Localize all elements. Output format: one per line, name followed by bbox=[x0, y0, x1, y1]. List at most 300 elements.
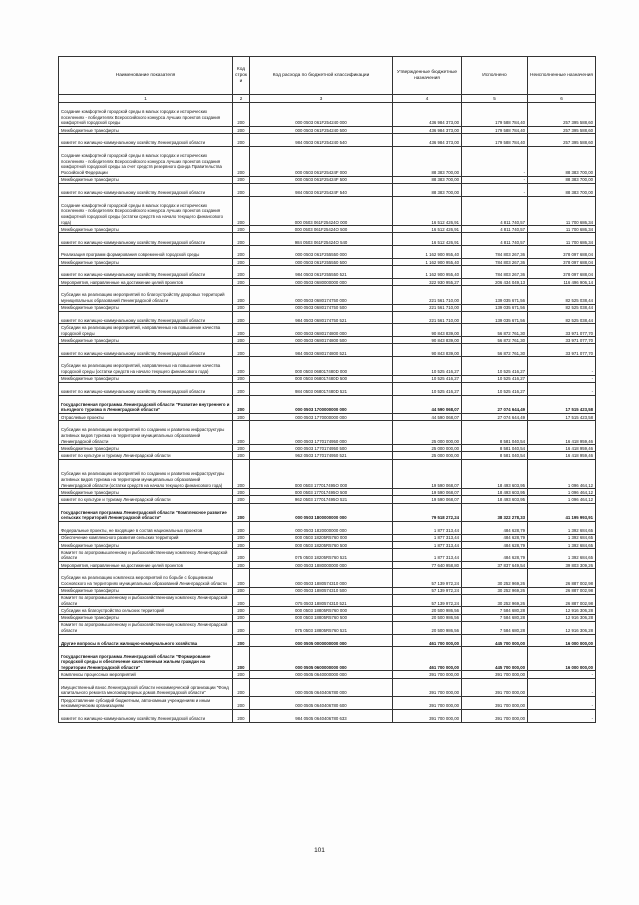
row-approved-amount: 1 877 313,44 bbox=[393, 549, 462, 562]
row-executed-amount: 484 628,79 bbox=[462, 549, 528, 562]
row-line-code: 200 bbox=[233, 286, 250, 304]
row-approved-amount: 391 700 000,00 bbox=[393, 709, 462, 722]
table-row bbox=[59, 286, 596, 304]
row-unexecuted-amount: - bbox=[528, 671, 596, 678]
table-row bbox=[59, 344, 596, 357]
row-indicator-name: Межбюджетные трансферты bbox=[59, 258, 233, 265]
row-line-code: 200 bbox=[233, 549, 250, 562]
row-approved-amount: 10 525 416,27 bbox=[393, 357, 462, 375]
row-classification-code: 000 0505 0640000000 000 bbox=[250, 671, 393, 678]
row-approved-amount: 20 500 986,56 bbox=[393, 621, 462, 634]
column-number: 4 bbox=[393, 95, 462, 103]
row-executed-amount: 56 872 761,30 bbox=[462, 324, 528, 337]
row-executed-amount: 391 700 000,00 bbox=[462, 671, 528, 678]
row-approved-amount: 16 512 426,91 bbox=[393, 233, 462, 246]
row-indicator-name: Мероприятия, направленные на достижение целей проектов bbox=[59, 561, 233, 568]
row-executed-amount: 27 074 644,49 bbox=[462, 395, 528, 413]
row-executed-amount: 7 584 680,28 bbox=[462, 607, 528, 614]
row-classification-code: 984 0503 061F254240 540 bbox=[250, 134, 393, 147]
row-indicator-name: Федеральные проекты, не входящие в состав национальных проектов bbox=[59, 521, 233, 534]
row-indicator-name: Государственная программа Ленинградской области "Развитие внутреннего и въездного туризма в Ленинградской области" bbox=[59, 395, 233, 413]
row-classification-code: 000 0503 061F254240 000 bbox=[250, 103, 393, 127]
row-approved-amount: 88 383 700,00 bbox=[393, 176, 462, 183]
row-line-code: 200 bbox=[233, 671, 250, 678]
row-classification-code: 075 0503 18205R5760 521 bbox=[250, 549, 393, 562]
row-line-code: 200 bbox=[233, 621, 250, 634]
row-classification-code: 000 0505 0000000000 000 bbox=[250, 634, 393, 647]
row-classification-code: 984 0503 0680174750 521 bbox=[250, 311, 393, 324]
row-executed-amount: 10 525 416,27 bbox=[462, 382, 528, 395]
row-line-code: 200 bbox=[233, 134, 250, 147]
table-row bbox=[59, 521, 596, 534]
header-budget-classification-code: Код расхода по бюджетной классификации bbox=[250, 57, 393, 95]
row-approved-amount: 391 700 000,00 bbox=[393, 697, 462, 710]
row-unexecuted-amount: 26 887 002,98 bbox=[528, 569, 596, 587]
row-executed-amount: 7 584 680,28 bbox=[462, 614, 528, 621]
row-approved-amount: 1 162 900 955,40 bbox=[393, 266, 462, 279]
row-executed-amount: 18 493 603,95 bbox=[462, 496, 528, 503]
table-row bbox=[59, 621, 596, 634]
row-classification-code: 000 0503 1700000000 000 bbox=[250, 395, 393, 413]
row-executed-amount: - bbox=[462, 146, 528, 176]
row-approved-amount: 221 561 710,00 bbox=[393, 286, 462, 304]
table-row bbox=[59, 569, 596, 587]
row-executed-amount: 30 252 969,26 bbox=[462, 587, 528, 594]
header-unexecuted-appropriations: Неисполненные назначения bbox=[528, 57, 596, 95]
row-classification-code: 000 0503 1820000000 000 bbox=[250, 521, 393, 534]
row-approved-amount: 436 984 373,00 bbox=[393, 103, 462, 127]
row-executed-amount: 10 525 416,27 bbox=[462, 357, 528, 375]
row-unexecuted-amount: 39 803 309,26 bbox=[528, 561, 596, 568]
row-line-code: 200 bbox=[233, 452, 250, 459]
column-number-row bbox=[59, 95, 596, 103]
row-classification-code: 984 0503 0680174800 521 bbox=[250, 344, 393, 357]
row-indicator-name: Субсидии на реализацию мероприятий по благоустройству дворовых территорий муниципальных образований Ленинградской области bbox=[59, 286, 233, 304]
row-line-code: 200 bbox=[233, 521, 250, 534]
row-executed-amount: 8 581 040,54 bbox=[462, 421, 528, 445]
row-line-code: 200 bbox=[233, 697, 250, 710]
table-row bbox=[59, 278, 596, 285]
row-indicator-name: Обеспечение комплексного развития сельских территорий bbox=[59, 534, 233, 541]
row-unexecuted-amount: 257 395 588,60 bbox=[528, 127, 596, 134]
table-row bbox=[59, 614, 596, 621]
row-unexecuted-amount: 12 916 306,28 bbox=[528, 607, 596, 614]
table-row bbox=[59, 541, 596, 548]
row-unexecuted-amount: 82 525 038,44 bbox=[528, 311, 596, 324]
row-unexecuted-amount: - bbox=[528, 357, 596, 375]
row-line-code: 200 bbox=[233, 607, 250, 614]
row-unexecuted-amount: 33 971 077,70 bbox=[528, 324, 596, 337]
row-unexecuted-amount: 1 392 684,65 bbox=[528, 541, 596, 548]
table-row bbox=[59, 421, 596, 445]
row-classification-code: 962 0503 1770174950 521 bbox=[250, 452, 393, 459]
column-number: 6 bbox=[528, 95, 596, 103]
row-indicator-name: комитет по жилищно-коммунальному хозяйству Ленинградской области bbox=[59, 311, 233, 324]
row-executed-amount: 27 074 644,49 bbox=[462, 414, 528, 421]
row-classification-code: 000 0503 1770174950 000 bbox=[250, 421, 393, 445]
row-classification-code: 000 0503 0680000000 000 bbox=[250, 278, 393, 285]
row-line-code: 200 bbox=[233, 258, 250, 265]
row-classification-code: 000 0503 18805R5760 000 bbox=[250, 607, 393, 614]
table-row bbox=[59, 337, 596, 344]
table-row bbox=[59, 534, 596, 541]
row-classification-code: 000 0503 177017495O 500 bbox=[250, 489, 393, 496]
row-indicator-name: Межбюджетные трансферты bbox=[59, 226, 233, 233]
row-indicator-name: Государственная программа Ленинградской области "Формирование городской среды и обеспечение качественным жильем граждан на территории Ленинградской области" bbox=[59, 647, 233, 671]
row-line-code: 200 bbox=[233, 496, 250, 503]
row-executed-amount: 4 811 740,57 bbox=[462, 226, 528, 233]
row-unexecuted-amount: 26 887 002,98 bbox=[528, 587, 596, 594]
row-line-code: 200 bbox=[233, 176, 250, 183]
row-unexecuted-amount: 1 392 684,65 bbox=[528, 549, 596, 562]
row-approved-amount: 1 877 313,44 bbox=[393, 534, 462, 541]
row-unexecuted-amount: 378 097 688,04 bbox=[528, 246, 596, 259]
row-approved-amount: 77 640 958,80 bbox=[393, 561, 462, 568]
table-row bbox=[59, 375, 596, 382]
row-line-code: 200 bbox=[233, 337, 250, 344]
row-indicator-name: Комитет по агропромышленному и рыбохозяйственному комплексу Ленинградской области bbox=[59, 594, 233, 607]
row-unexecuted-amount: 11 700 686,34 bbox=[528, 196, 596, 226]
row-unexecuted-amount: 82 525 038,44 bbox=[528, 304, 596, 311]
row-approved-amount: 57 139 972,24 bbox=[393, 569, 462, 587]
row-unexecuted-amount: 16 418 959,46 bbox=[528, 452, 596, 459]
row-unexecuted-amount: 16 000 000,00 bbox=[528, 647, 596, 671]
row-classification-code: 000 0503 18205R5760 000 bbox=[250, 534, 393, 541]
row-classification-code: 000 0503 061F25424O 000 bbox=[250, 196, 393, 226]
table-row bbox=[59, 103, 596, 127]
table-row bbox=[59, 607, 596, 614]
row-line-code: 200 bbox=[233, 709, 250, 722]
row-classification-code: 000 0503 061F25424F 500 bbox=[250, 176, 393, 183]
row-executed-amount: 179 588 784,40 bbox=[462, 103, 528, 127]
row-approved-amount: 461 700 000,00 bbox=[393, 634, 462, 647]
row-classification-code: 984 0503 061F255550 521 bbox=[250, 266, 393, 279]
row-indicator-name: комитет по жилищно-коммунальному хозяйству Ленинградской области bbox=[59, 266, 233, 279]
row-indicator-name: Создание комфортной городской среды в малых городах и исторических поселениях - победителях Всероссийского конкурса лучших проектов создания комфортной городской среды bbox=[59, 103, 233, 127]
row-indicator-name: Межбюджетные трансферты bbox=[59, 176, 233, 183]
row-unexecuted-amount: 11 700 686,34 bbox=[528, 233, 596, 246]
table-row bbox=[59, 594, 596, 607]
row-approved-amount: 25 000 000,00 bbox=[393, 445, 462, 452]
row-approved-amount: 322 930 955,27 bbox=[393, 278, 462, 285]
row-indicator-name: Субсидии на реализацию мероприятий, направленных на повышение качества городской среды bbox=[59, 324, 233, 337]
row-line-code: 200 bbox=[233, 357, 250, 375]
row-executed-amount: 30 252 969,26 bbox=[462, 569, 528, 587]
row-executed-amount: 391 700 000,00 bbox=[462, 697, 528, 710]
table-row bbox=[59, 709, 596, 722]
row-classification-code: 984 0503 061F25424O 540 bbox=[250, 233, 393, 246]
row-line-code: 200 bbox=[233, 146, 250, 176]
row-indicator-name: Субсидии на реализацию мероприятий по созданию и развитию инфраструктуры активных видов туризма на территории муниципальных образований Ленинградской области bbox=[59, 421, 233, 445]
row-line-code: 200 bbox=[233, 587, 250, 594]
row-approved-amount: 20 500 986,56 bbox=[393, 607, 462, 614]
row-executed-amount: 445 700 000,00 bbox=[462, 634, 528, 647]
row-approved-amount: 19 590 068,07 bbox=[393, 489, 462, 496]
row-classification-code: 000 0503 1880574310 000 bbox=[250, 569, 393, 587]
row-indicator-name: Субсидии на реализацию комплекса мероприятий по борьбе с борщевиком Сосновского на территориях муниципальных образований Ленинградской области bbox=[59, 569, 233, 587]
row-classification-code: 000 0503 068017480D 500 bbox=[250, 375, 393, 382]
table-row bbox=[59, 678, 596, 696]
row-indicator-name: Комитет по агропромышленному и рыбохозяйственному комплексу Ленинградской области bbox=[59, 621, 233, 634]
row-indicator-name: Межбюджетные трансферты bbox=[59, 375, 233, 382]
row-classification-code: 000 0503 0680174750 000 bbox=[250, 286, 393, 304]
row-approved-amount: 16 512 426,91 bbox=[393, 226, 462, 233]
row-approved-amount: 25 000 000,00 bbox=[393, 421, 462, 445]
row-indicator-name: Межбюджетные трансферты bbox=[59, 304, 233, 311]
row-approved-amount: 221 561 710,00 bbox=[393, 304, 462, 311]
row-line-code: 200 bbox=[233, 395, 250, 413]
row-indicator-name: комитет по жилищно-коммунальному хозяйству Ленинградской области bbox=[59, 134, 233, 147]
row-classification-code: 000 0503 061F25424O 500 bbox=[250, 226, 393, 233]
row-line-code: 200 bbox=[233, 246, 250, 259]
table-row bbox=[59, 496, 596, 503]
row-classification-code: 000 0503 1770174950 500 bbox=[250, 445, 393, 452]
row-line-code: 200 bbox=[233, 445, 250, 452]
row-line-code: 200 bbox=[233, 382, 250, 395]
row-approved-amount: 436 984 373,00 bbox=[393, 127, 462, 134]
row-indicator-name: Межбюджетные трансферты bbox=[59, 587, 233, 594]
page-number: 101 bbox=[314, 847, 325, 854]
row-classification-code: 984 0505 0640406780 633 bbox=[250, 709, 393, 722]
row-approved-amount: 1 162 900 955,40 bbox=[393, 258, 462, 265]
row-indicator-name: Межбюджетные трансферты bbox=[59, 127, 233, 134]
row-executed-amount: 8 581 040,54 bbox=[462, 452, 528, 459]
row-approved-amount: 57 139 972,24 bbox=[393, 587, 462, 594]
row-approved-amount: 25 000 000,00 bbox=[393, 452, 462, 459]
row-unexecuted-amount: 257 395 588,60 bbox=[528, 103, 596, 127]
row-line-code: 200 bbox=[233, 344, 250, 357]
row-indicator-name: Другие вопросы в области жилищно-коммунального хозяйства bbox=[59, 634, 233, 647]
row-classification-code: 000 0503 061F255550 000 bbox=[250, 246, 393, 259]
row-line-code: 200 bbox=[233, 569, 250, 587]
row-unexecuted-amount: 1 096 464,12 bbox=[528, 489, 596, 496]
row-classification-code: 000 0503 1800000000 000 bbox=[250, 503, 393, 521]
row-line-code: 200 bbox=[233, 594, 250, 607]
row-unexecuted-amount: 12 916 306,28 bbox=[528, 614, 596, 621]
row-line-code: 200 bbox=[233, 678, 250, 696]
table-row bbox=[59, 395, 596, 413]
row-line-code: 200 bbox=[233, 324, 250, 337]
row-indicator-name: Межбюджетные трансферты bbox=[59, 614, 233, 621]
row-unexecuted-amount: 1 392 684,65 bbox=[528, 534, 596, 541]
column-number: 3 bbox=[250, 95, 393, 103]
row-indicator-name: Создание комфортной городской среды в малых городах и исторических поселениях - победителях Всероссийского конкурса лучших проектов создания комфортной городской среды за счет средств резервного фонда Правительства Российской Федерации bbox=[59, 146, 233, 176]
row-indicator-name: Субсидии на реализацию мероприятий по созданию и развитию инфраструктуры активных видов туризма на территории муниципальных образований Ленинградской области (остатки средств на начало текущего финансового года) bbox=[59, 459, 233, 489]
table-row bbox=[59, 176, 596, 183]
table-row bbox=[59, 452, 596, 459]
row-indicator-name: Межбюджетные трансферты bbox=[59, 489, 233, 496]
row-executed-amount: 484 628,79 bbox=[462, 541, 528, 548]
table-row bbox=[59, 258, 596, 265]
row-indicator-name: Комитет по агропромышленному и рыбохозяйственному комплексу Ленинградской области bbox=[59, 549, 233, 562]
row-approved-amount: 19 590 068,07 bbox=[393, 459, 462, 489]
table-row bbox=[59, 226, 596, 233]
table-row bbox=[59, 561, 596, 568]
row-approved-amount: 44 590 068,07 bbox=[393, 414, 462, 421]
row-executed-amount: 10 525 416,27 bbox=[462, 375, 528, 382]
table-header-row bbox=[59, 57, 596, 95]
row-classification-code: 000 0503 0680174800 500 bbox=[250, 337, 393, 344]
row-classification-code: 075 0503 1880574310 521 bbox=[250, 594, 393, 607]
row-classification-code: 000 0505 0600000000 000 bbox=[250, 647, 393, 671]
row-line-code: 200 bbox=[233, 503, 250, 521]
row-classification-code: 000 0503 0680174800 000 bbox=[250, 324, 393, 337]
header-indicator-name: Наименование показателя bbox=[59, 57, 233, 95]
table-row bbox=[59, 196, 596, 226]
row-classification-code: 000 0503 177017495O 000 bbox=[250, 459, 393, 489]
row-approved-amount: 391 700 000,00 bbox=[393, 671, 462, 678]
row-indicator-name: комитет по жилищно-коммунальному хозяйству Ленинградской области bbox=[59, 709, 233, 722]
row-executed-amount: 56 872 761,30 bbox=[462, 337, 528, 344]
row-approved-amount: 391 700 000,00 bbox=[393, 678, 462, 696]
table-row bbox=[59, 266, 596, 279]
table-row bbox=[59, 459, 596, 489]
row-unexecuted-amount: 33 971 077,70 bbox=[528, 337, 596, 344]
row-classification-code: 000 0503 0680174750 500 bbox=[250, 304, 393, 311]
table-row bbox=[59, 697, 596, 710]
row-unexecuted-amount: - bbox=[528, 375, 596, 382]
row-approved-amount: 79 518 272,24 bbox=[393, 503, 462, 521]
header-executed: Исполнено bbox=[462, 57, 528, 95]
row-unexecuted-amount: 116 496 906,14 bbox=[528, 278, 596, 285]
row-unexecuted-amount: 16 418 959,46 bbox=[528, 445, 596, 452]
row-unexecuted-amount: - bbox=[528, 382, 596, 395]
row-executed-amount: 484 628,79 bbox=[462, 521, 528, 534]
row-executed-amount: 391 700 000,00 bbox=[462, 678, 528, 696]
row-unexecuted-amount: 1 096 464,12 bbox=[528, 496, 596, 503]
row-classification-code: 000 0503 1880000000 000 bbox=[250, 561, 393, 568]
row-unexecuted-amount: 16 418 959,46 bbox=[528, 421, 596, 445]
row-indicator-name: Предоставление субсидий бюджетным, автономным учреждениям и иным некоммерческим организациям bbox=[59, 697, 233, 710]
row-approved-amount: 16 512 426,91 bbox=[393, 196, 462, 226]
row-executed-amount: 37 837 649,54 bbox=[462, 561, 528, 568]
row-executed-amount: 139 035 671,56 bbox=[462, 311, 528, 324]
row-indicator-name: комитет по жилищно-коммунальному хозяйству Ленинградской области bbox=[59, 344, 233, 357]
row-indicator-name: Комплексы процессных мероприятий bbox=[59, 671, 233, 678]
row-executed-amount: 784 803 267,36 bbox=[462, 246, 528, 259]
row-indicator-name: комитет по культуре и туризму Ленинградской области bbox=[59, 496, 233, 503]
row-approved-amount: 88 383 700,00 bbox=[393, 146, 462, 176]
row-executed-amount: 4 811 740,57 bbox=[462, 233, 528, 246]
row-approved-amount: 90 843 839,00 bbox=[393, 324, 462, 337]
row-executed-amount: 206 434 049,13 bbox=[462, 278, 528, 285]
row-line-code: 200 bbox=[233, 534, 250, 541]
row-classification-code: 000 0505 0640406780 600 bbox=[250, 697, 393, 710]
row-approved-amount: 10 525 416,27 bbox=[393, 382, 462, 395]
row-unexecuted-amount: 33 971 077,70 bbox=[528, 344, 596, 357]
row-approved-amount: 90 843 839,00 bbox=[393, 344, 462, 357]
row-classification-code: 000 0503 18805R5760 500 bbox=[250, 614, 393, 621]
row-executed-amount: 56 872 761,30 bbox=[462, 344, 528, 357]
row-line-code: 200 bbox=[233, 233, 250, 246]
column-number: 1 bbox=[59, 95, 233, 103]
table-row bbox=[59, 183, 596, 196]
row-unexecuted-amount: 17 515 423,58 bbox=[528, 414, 596, 421]
row-executed-amount: 18 493 603,95 bbox=[462, 459, 528, 489]
row-executed-amount: 38 322 278,33 bbox=[462, 503, 528, 521]
table-row bbox=[59, 647, 596, 671]
row-unexecuted-amount: 82 525 038,44 bbox=[528, 286, 596, 304]
row-classification-code: 984 0503 061F25424F 540 bbox=[250, 183, 393, 196]
row-indicator-name: комитет по жилищно-коммунальному хозяйству Ленинградской области bbox=[59, 183, 233, 196]
table-row bbox=[59, 445, 596, 452]
table-row bbox=[59, 311, 596, 324]
row-line-code: 200 bbox=[233, 311, 250, 324]
table-row bbox=[59, 134, 596, 147]
row-classification-code: 000 0503 061F254240 500 bbox=[250, 127, 393, 134]
table-row bbox=[59, 414, 596, 421]
row-line-code: 200 bbox=[233, 266, 250, 279]
row-executed-amount: 784 803 267,36 bbox=[462, 266, 528, 279]
row-classification-code: 000 0503 1880574310 500 bbox=[250, 587, 393, 594]
row-executed-amount: - bbox=[462, 176, 528, 183]
table-row bbox=[59, 671, 596, 678]
row-approved-amount: 1 162 900 955,40 bbox=[393, 246, 462, 259]
row-approved-amount: 221 561 710,00 bbox=[393, 311, 462, 324]
row-line-code: 200 bbox=[233, 127, 250, 134]
header-line-code: Код строк и bbox=[233, 57, 250, 95]
row-unexecuted-amount: 12 916 306,28 bbox=[528, 621, 596, 634]
row-classification-code: 000 0503 061F25424F 000 bbox=[250, 146, 393, 176]
row-executed-amount: 139 035 671,56 bbox=[462, 304, 528, 311]
row-line-code: 200 bbox=[233, 459, 250, 489]
row-executed-amount: 30 252 969,26 bbox=[462, 594, 528, 607]
row-classification-code: 000 0503 061F255550 500 bbox=[250, 258, 393, 265]
row-approved-amount: 88 383 700,00 bbox=[393, 183, 462, 196]
row-indicator-name: Межбюджетные трансферты bbox=[59, 337, 233, 344]
row-indicator-name: комитет по жилищно-коммунальному хозяйству Ленинградской области bbox=[59, 233, 233, 246]
row-executed-amount: 179 588 784,40 bbox=[462, 134, 528, 147]
row-line-code: 200 bbox=[233, 226, 250, 233]
table-row bbox=[59, 382, 596, 395]
row-line-code: 200 bbox=[233, 414, 250, 421]
row-approved-amount: 44 590 068,07 bbox=[393, 395, 462, 413]
row-executed-amount: 7 584 680,28 bbox=[462, 621, 528, 634]
row-line-code: 200 bbox=[233, 278, 250, 285]
row-line-code: 200 bbox=[233, 304, 250, 311]
row-classification-code: 000 0503 1770000000 000 bbox=[250, 414, 393, 421]
row-classification-code: 000 0503 18205R5760 500 bbox=[250, 541, 393, 548]
row-executed-amount: 445 700 000,00 bbox=[462, 647, 528, 671]
row-line-code: 200 bbox=[233, 421, 250, 445]
row-unexecuted-amount: 1 392 684,65 bbox=[528, 521, 596, 534]
row-indicator-name: Государственная программа Ленинградской области "Комплексное развитие сельских территорий Ленинградской области" bbox=[59, 503, 233, 521]
row-approved-amount: 1 877 313,44 bbox=[393, 541, 462, 548]
row-unexecuted-amount: 17 515 423,58 bbox=[528, 395, 596, 413]
table-row bbox=[59, 489, 596, 496]
table-row bbox=[59, 246, 596, 259]
row-indicator-name: Субсидии на реализацию мероприятий, направленных на повышение качества городской среды (остатки средств на начало текущего финансового года) bbox=[59, 357, 233, 375]
table-row bbox=[59, 304, 596, 311]
row-unexecuted-amount: 16 000 000,00 bbox=[528, 634, 596, 647]
row-unexecuted-amount: - bbox=[528, 697, 596, 710]
row-unexecuted-amount: - bbox=[528, 678, 596, 696]
row-unexecuted-amount: 88 383 700,00 bbox=[528, 146, 596, 176]
row-indicator-name: Межбюджетные трансферты bbox=[59, 445, 233, 452]
row-unexecuted-amount: 41 195 993,91 bbox=[528, 503, 596, 521]
row-line-code: 200 bbox=[233, 183, 250, 196]
row-executed-amount: 784 803 267,36 bbox=[462, 258, 528, 265]
row-indicator-name: комитет по культуре и туризму Ленинградской области bbox=[59, 452, 233, 459]
row-indicator-name: комитет по жилищно-коммунальному хозяйству Ленинградской области bbox=[59, 382, 233, 395]
row-indicator-name: Реализация программ формирования современной городской среды bbox=[59, 246, 233, 259]
row-indicator-name: Межбюджетные трансферты bbox=[59, 541, 233, 548]
table-row bbox=[59, 587, 596, 594]
row-approved-amount: 57 139 972,24 bbox=[393, 594, 462, 607]
row-unexecuted-amount: 11 700 686,34 bbox=[528, 226, 596, 233]
row-line-code: 200 bbox=[233, 614, 250, 621]
row-approved-amount: 10 525 416,27 bbox=[393, 375, 462, 382]
